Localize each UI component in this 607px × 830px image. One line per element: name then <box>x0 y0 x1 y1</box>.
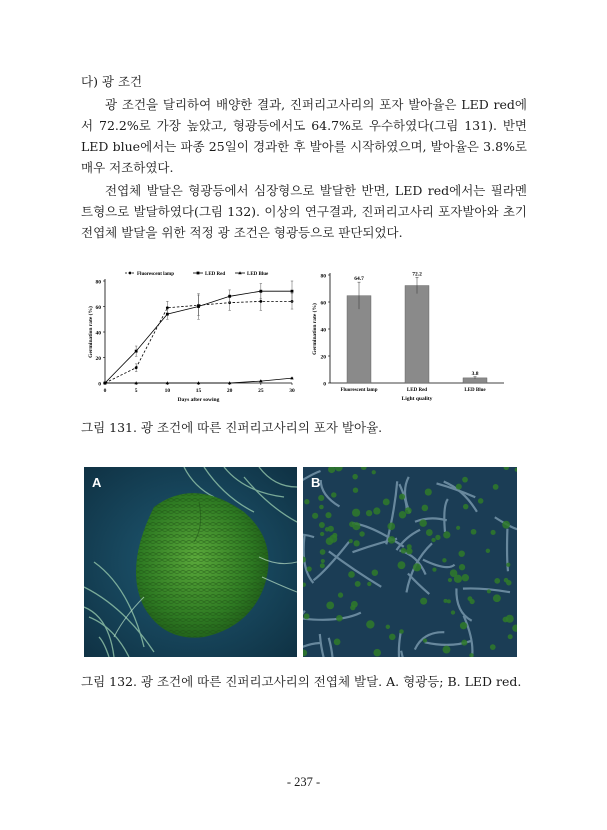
chloroplast-cell <box>366 620 374 628</box>
chloroplast-cell <box>319 505 324 510</box>
chloroplast-cell <box>386 625 390 629</box>
chloroplast-cell <box>372 470 376 474</box>
chloroplast-cell <box>413 563 421 571</box>
chloroplast-cell <box>352 474 358 480</box>
chloroplast-cell <box>443 531 450 538</box>
x-tick-label: 25 <box>258 388 264 394</box>
germination-bar-chart <box>308 265 508 405</box>
data-point <box>259 300 262 303</box>
chloroplast-cell <box>399 629 403 633</box>
chloroplast-cell <box>352 509 360 517</box>
data-point <box>135 366 138 369</box>
category-label: Fluorescent lamp <box>340 388 378 393</box>
legend-label: LED Red <box>205 272 226 277</box>
bar-value-label: 64.7 <box>354 276 364 283</box>
chloroplast-cell <box>397 561 405 569</box>
data-point <box>166 313 169 316</box>
data-point <box>135 350 138 353</box>
chloroplast-cell <box>312 513 318 519</box>
chloroplast-cell <box>487 589 491 593</box>
y-tick-label: 80 <box>95 279 101 286</box>
chloroplast-cell <box>351 601 358 608</box>
paragraph-germination-results: 광 조건을 달리하여 배양한 결과, 진퍼리고사리의 포자 발아율은 LED red에서 72.2%로 가장 높았고, 형광등에서도 64.7%로 우수하였다(그림 131). 반면 LED blue에서는 파종 25일이 경과한 후 발아를 시작하였으며, 발아율은 3.8%로 매우 저조하였다. <box>81 97 527 175</box>
data-point <box>291 290 294 293</box>
chloroplast-cell <box>353 487 358 492</box>
y-tick-label: 0 <box>323 381 326 388</box>
chloroplast-cell <box>493 484 499 490</box>
x-tick-label: 0 <box>103 388 107 394</box>
chloroplast-cell <box>463 504 469 510</box>
chloroplast-cell <box>462 477 468 483</box>
chloroplast-cell <box>448 578 452 582</box>
legend-label: LED Blue <box>247 272 269 277</box>
data-point <box>129 272 132 275</box>
chloroplast-cell <box>506 563 510 567</box>
chloroplast-cell <box>304 613 310 619</box>
chloroplast-cell <box>320 549 326 555</box>
chloroplast-cell <box>494 578 500 584</box>
chloroplast-cell <box>442 558 446 562</box>
chloroplast-cell <box>423 639 427 643</box>
chloroplast-cell <box>372 569 378 575</box>
chloroplast-cell <box>331 492 336 497</box>
category-label: LED Blue <box>464 388 486 393</box>
chloroplast-cell <box>426 529 433 536</box>
chloroplast-cell <box>355 581 361 587</box>
bar-chart-plot <box>311 271 504 402</box>
chloroplast-cell <box>336 615 343 622</box>
chloroplast-cell <box>406 548 412 554</box>
photo-a-image <box>84 467 297 657</box>
bar-value-label: 3.8 <box>471 370 479 377</box>
data-point <box>197 305 200 308</box>
y-tick-label: 40 <box>320 327 326 334</box>
page-number: - 237 - <box>286 775 321 789</box>
chloroplast-cell <box>387 523 395 531</box>
photo-b-image <box>303 467 517 657</box>
photo-b-prothallus-led-red <box>303 467 517 657</box>
chloroplast-cell <box>432 568 436 572</box>
bar-value-label: 72.2 <box>412 271 422 278</box>
chloroplast-cell <box>461 640 467 646</box>
chloroplast-cell <box>354 540 360 546</box>
data-point <box>259 290 262 293</box>
x-tick-label: 20 <box>226 388 233 394</box>
chloroplast-cell <box>318 495 324 501</box>
chloroplast-cell <box>486 549 490 553</box>
chloroplast-cell <box>321 559 325 563</box>
chloroplast-cell <box>366 510 372 516</box>
y-tick-label: 40 <box>95 330 101 337</box>
chloroplast-cell <box>490 644 496 650</box>
x-tick-label: 10 <box>164 388 171 394</box>
category-label: LED Red <box>406 388 428 393</box>
figure-131-caption: 그림 131. 광 조건에 따른 진퍼리고사리의 포자 발아율. <box>81 420 383 435</box>
line-chart-plot <box>87 271 295 403</box>
chloroplast-cell <box>422 505 429 512</box>
photo-b-label: B <box>311 475 321 490</box>
chloroplast-cell <box>471 529 477 535</box>
chloroplast-cell <box>383 498 390 505</box>
chloroplast-cell <box>506 615 514 623</box>
chloroplast-cell <box>359 531 364 536</box>
chloroplast-cell <box>435 535 440 540</box>
chloroplast-cell <box>405 507 412 514</box>
y-axis-label: Germination rate (%) <box>312 303 318 355</box>
x-tick-label: 15 <box>195 388 202 394</box>
chloroplast-cell <box>458 550 464 556</box>
chloroplast-cell <box>462 574 469 581</box>
chloroplast-cell <box>352 522 360 530</box>
y-tick-label: 20 <box>95 356 101 362</box>
chloroplast-cell <box>349 539 353 543</box>
chloroplast-cell <box>504 578 509 583</box>
chloroplast-cell <box>338 592 343 597</box>
chloroplast-cell <box>373 507 380 514</box>
chloroplast-cell <box>502 521 510 529</box>
chloroplast-cell <box>320 563 325 568</box>
y-tick-label: 80 <box>320 273 326 280</box>
x-tick-label: 30 <box>289 388 295 394</box>
chloroplast-cell <box>326 602 334 610</box>
data-point <box>290 376 293 379</box>
photo-a-label: A <box>92 475 102 490</box>
y-tick-label: 60 <box>320 300 326 307</box>
chloroplast-cell <box>399 511 406 518</box>
y-tick-label: 60 <box>95 305 101 311</box>
chloroplast-cell <box>491 530 496 535</box>
chloroplast-cell <box>420 598 427 605</box>
chloroplast-cell <box>419 519 427 527</box>
legend-label: Fluorescent lamp <box>137 272 174 277</box>
chloroplast-cell <box>320 532 324 536</box>
chloroplast-cell <box>319 522 325 528</box>
section-heading: 다) 광 조건 <box>81 74 143 89</box>
photo-a-prothallus-fluorescent <box>84 467 297 657</box>
germination-line-chart <box>85 265 300 405</box>
chloroplast-cell <box>332 533 337 538</box>
chloroplast-cell <box>467 596 472 601</box>
bar <box>405 286 429 383</box>
data-point <box>166 306 169 309</box>
chloroplast-cell <box>456 484 462 490</box>
chloroplast-cell <box>307 566 312 571</box>
paragraph-prothallus-development: 전엽체 발달은 형광등에서 심장형으로 발달한 반면, LED red에서는 필라멘트형으로 발달하였다(그림 132). 이상의 연구결과, 진퍼리고사리 포자발아와 초기 전엽체 발달을 위한 적정 광 조건은 형광등으로 판단되었다. <box>81 183 527 240</box>
chloroplast-cell <box>425 488 432 495</box>
chloroplast-cell <box>508 634 513 639</box>
chloroplast-cell <box>443 599 447 603</box>
chloroplast-cell <box>456 526 460 530</box>
x-tick-label: 5 <box>134 388 138 394</box>
chloroplast-cell <box>328 526 334 532</box>
chloroplast-cell <box>367 582 371 586</box>
chloroplast-cell <box>450 569 458 577</box>
chloroplast-cell <box>304 499 309 504</box>
chloroplast-cell <box>459 564 465 570</box>
chloroplast-cell <box>388 536 395 543</box>
y-axis-label: Germination rate (%) <box>88 306 94 358</box>
x-axis-label: Days after sowing <box>177 397 220 403</box>
chloroplast-cell <box>334 638 341 645</box>
x-axis-label: Light quality <box>401 396 433 402</box>
chloroplast-cell <box>431 538 435 542</box>
chloroplast-cell <box>373 649 381 657</box>
chloroplast-cell <box>451 610 455 614</box>
chloroplast-cell <box>348 571 355 578</box>
data-point <box>197 272 200 275</box>
chloroplast-cell <box>401 548 407 554</box>
chloroplast-cell <box>389 634 396 641</box>
figure-132-caption: 그림 132. 광 조건에 따른 진퍼리고사리의 전엽체 발달. A. 형광등; B. LED red. <box>81 674 522 689</box>
y-tick-label: 20 <box>320 354 326 361</box>
y-tick-label: 0 <box>98 381 101 388</box>
chloroplast-cell <box>460 622 467 629</box>
chloroplast-cell <box>493 594 501 602</box>
chloroplast-cell <box>399 494 405 500</box>
chloroplast-cell <box>325 512 331 518</box>
data-point <box>228 295 231 298</box>
chloroplast-cell <box>443 646 451 654</box>
chloroplast-cell <box>478 498 484 504</box>
